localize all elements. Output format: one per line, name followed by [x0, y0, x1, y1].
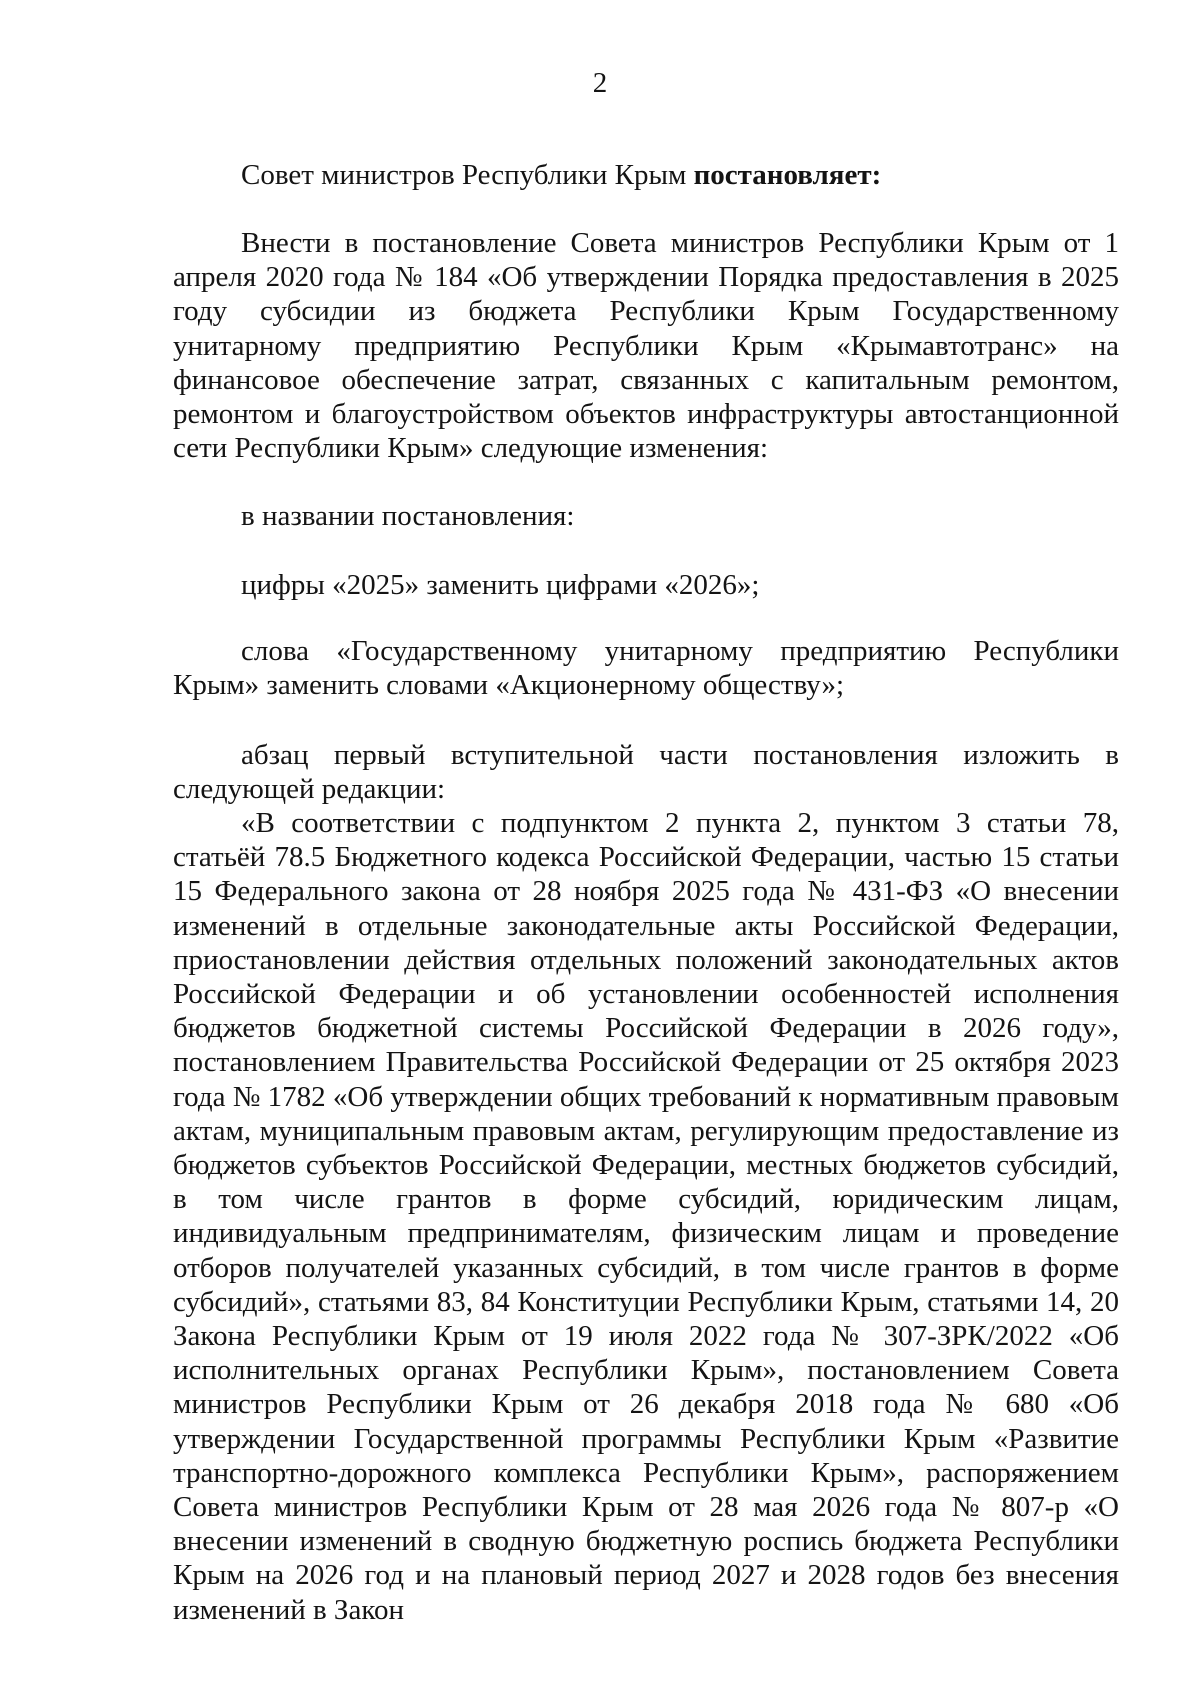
intro-text: Совет министров Республики Крым [241, 159, 694, 191]
page-number: 2 [592, 67, 608, 99]
paragraph-preamble-change: абзац первый вступительной части постановления изложить в следующей редакции: [173, 739, 1119, 806]
paragraph-words-change: слова «Государственному унитарному предприятию Республики Крым» заменить словами «Акционерному обществу»; [173, 635, 1119, 702]
paragraph-digits-change: цифры «2025» заменить цифрами «2026»; [241, 569, 760, 601]
intro-resolves: постановляет: [693, 159, 882, 191]
paragraph-title-change: в названии постановления: [241, 500, 575, 532]
resolution-intro [173, 158, 1119, 192]
paragraph-new-preamble: «В соответствии с подпунктом 2 пункта 2, пунктом 3 статьи 78, статьёй 78.5 Бюджетного кодекса Российской Федерации, частью 15 статьи 15 Федерального закона от 28 ноября 2025 года № 431-ФЗ «О внесении изменений в отдельные законодательные акты Российской Федерации, приостановлении действия отдельных положений законодательных актов Российской Федерации и об установлении особенностей исполнения бюджетов бюджетной системы Российской Федерации в 2026 году», постановлением Правительства Российской Федерации от 25 октября 2023 года № 1782 «Об утверждении общих требований к нормативным правовым актам, муниципальным правовым актам, регулирующим предоставление из бюджетов субъектов Российской Федерации, местных бюджетов субсидий, в том числе грантов в форме субсидий, юридическим лицам, индивидуальным предпринимателям, физическим лицам и проведение отборов получателей указанных субсидий, в том числе грантов в форме субсидий», статьями 83, 84 Конституции Республики Крым, статьями 14, 20 Закона Республики Крым от 19 июля 2022 года № 307-ЗРК/2022 «Об исполнительных органах Республики Крым», постановлением Совета министров Республики Крым от 26 декабря 2018 года № 680 «Об утверждении Государственной программы Республики Крым «Развитие транспортно-дорожного комплекса Республики Крым», распоряжением Совета министров Республики Крым от 28 мая 2026 года № 807-р «О внесении изменений в сводную бюджетную роспись бюджета Республики Крым на 2026 год и на плановый период 2027 и 2028 годов без внесения изменений в Закон [173, 807, 1119, 1626]
paragraph-amendment-intro: Внести в постановление Совета министров Республики Крым от 1 апреля 2020 года № 184 «Об утверждении Порядка предоставления в 2025 году субсидии из бюджета Республики Крым Государственному унитарному предприятию Республики Крым «Крымавтотранс» на финансовое обеспечение затрат, связанных с капитальным ремонтом, ремонтом и благоустройством объектов инфраструктуры автостанционной сети Республики Крым» следующие изменения: [173, 227, 1119, 465]
